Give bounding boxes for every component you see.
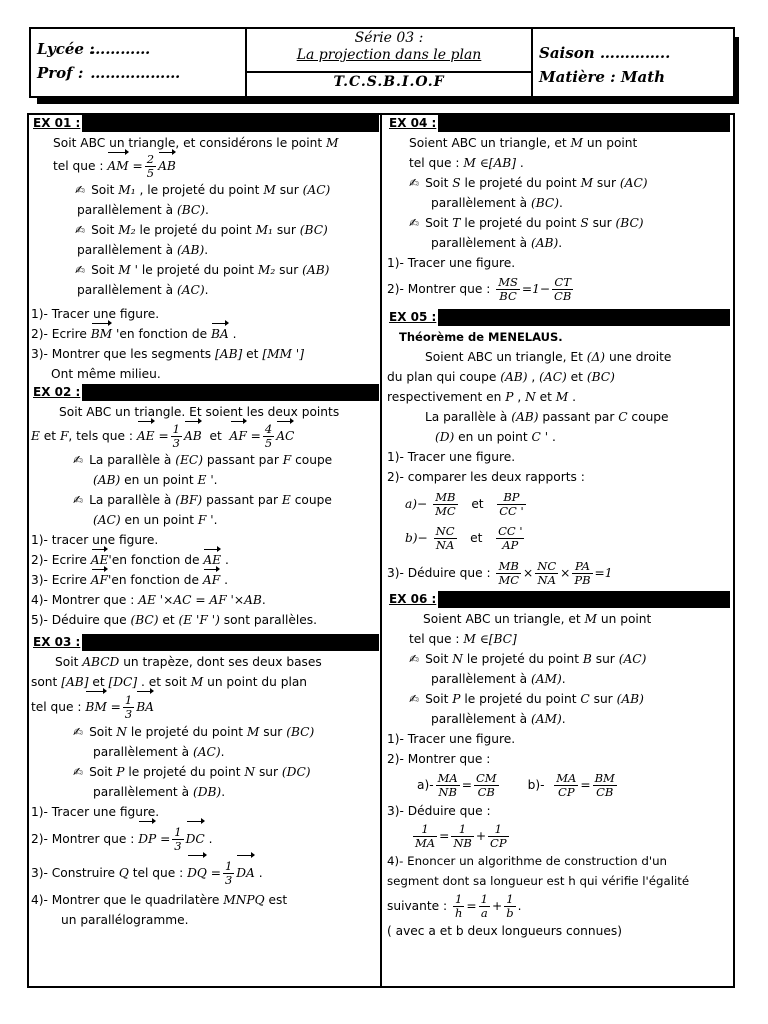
ex03-label: EX 03 : (33, 635, 81, 649)
ex03-q4: 4)- Montrer que le quadrilatère MNPQ est (31, 893, 288, 907)
list-item: ✍ Soit N le projeté du point B sur (AC) (409, 652, 647, 666)
list-item: ✍ Soit T le projeté du point S sur (BC) (409, 216, 644, 230)
ex06-q1: 1)- Tracer une figure. (387, 732, 516, 746)
fraction: $\frac{1}{3}$ (172, 422, 180, 450)
fraction: $\frac{2}{5}$ (146, 152, 155, 180)
ex04-intro: Soient ABC un triangle, et M un point (409, 136, 638, 150)
ex02-q3: 3)- Ecrire AF'en fonction de AF . (31, 570, 379, 590)
fraction: $\frac{BM}{CB}$ (594, 771, 615, 799)
ex06-q4: 4)- Enoncer un algorithme de construction d'un (387, 854, 668, 868)
pencil-icon: ✍ (73, 493, 84, 507)
fraction: $\frac{1}{3}$ (174, 825, 182, 853)
fraction: $\frac{MA}{NB}$ (437, 771, 458, 799)
pencil-icon: ✍ (73, 453, 84, 467)
ex01-q2: 2)- Ecrire BM 'en fonction de BA . (31, 324, 379, 344)
header-box (29, 27, 735, 98)
ex05-q1: 1)- Tracer une figure. (387, 450, 516, 464)
fraction: $\frac{1}{MA}$ (415, 822, 436, 850)
fraction: $\frac{1}{h}$ (455, 892, 463, 920)
pencil-icon: ✍ (75, 263, 86, 277)
list-item: ✍ Soit M₂ le projeté du point M₁ sur (BC) (75, 223, 328, 237)
ex02-q5: 5)- Déduire que (BC) et (E 'F ') sont parallèles. (31, 613, 317, 627)
ex03-intro: Soit ABCD un trapèze, dont ses deux bases (55, 655, 322, 669)
list-item: ✍ Soit P le projeté du point N sur (DC) (73, 765, 311, 779)
ex05-header (387, 309, 730, 326)
fraction: $\frac{1}{b}$ (506, 892, 514, 920)
saison-value: ………….. (599, 44, 671, 62)
list-item: ✍ Soit N le projeté du point M sur (BC) (73, 725, 315, 739)
list-item: ✍ Soit M₁ , le projeté du point M sur (AC) (75, 183, 331, 197)
header-middle (247, 29, 533, 96)
ex02-q1: 1)- tracer une figure. (31, 533, 159, 547)
ex02-q2: 2)- Ecrire AE'en fonction de AE . (31, 550, 379, 570)
lycee-label: Lycée : (37, 40, 95, 58)
ex05-q2: 2)- comparer les deux rapports : (387, 470, 585, 484)
ex02-label: EX 02 : (33, 385, 81, 399)
ex05-label: EX 05 : (389, 310, 437, 324)
ex06-q3: 3)- Déduire que : (387, 804, 491, 818)
ex04-q2: 2)- Montrer que : $\frac{MS}{BC}$ =1− $\frac{CT}{CB}$ (387, 275, 572, 303)
fraction: $\frac{4}{5}$ (264, 422, 273, 450)
header-right (533, 29, 733, 96)
list-item: ✍ Soit P le projeté du point C sur (AB) (409, 692, 644, 706)
pencil-icon: ✍ (73, 725, 84, 739)
prof-value: ……………… (90, 64, 181, 82)
pencil-icon: ✍ (409, 692, 420, 706)
vector-ab: AB (158, 153, 176, 179)
fraction: $\frac{1}{3}$ (224, 859, 233, 887)
fraction: $\frac{CM}{CB}$ (475, 771, 497, 799)
worksheet-title: La projection dans le plan (296, 47, 482, 63)
ex01-label: EX 01 : (33, 116, 81, 130)
saison-label: Saison (539, 44, 595, 62)
fraction: $\frac{CC '}{AP}$ (498, 524, 523, 552)
ex02-header (31, 384, 379, 401)
pencil-icon: ✍ (409, 176, 420, 190)
fraction: $\frac{MS}{BC}$ (498, 275, 518, 303)
ex05-q3: 3)- Déduire que : $\frac{MB}{MC}$ × $\frac{NC}{NA}$ × $\frac{PA}{PB}$ =1 (387, 559, 613, 587)
ex06-intro: Soient ABC un triangle, et M un point (423, 612, 652, 626)
ex03-header (31, 634, 379, 651)
fraction: $\frac{1}{3}$ (124, 693, 133, 721)
header-left (31, 29, 247, 96)
ex06-q2: 2)- Montrer que : (387, 752, 491, 766)
fraction: $\frac{1}{a}$ (480, 892, 488, 920)
fraction: $\frac{MB}{MC}$ (435, 490, 456, 518)
ex03-q3: 3)- Construire Q tel que : DQ = $\frac{1}{3}$ DA . (31, 856, 379, 890)
ex01-intro: Soit ABC un triangle, et considérons le point (53, 136, 323, 150)
vector-am: AM (107, 153, 128, 179)
fraction: $\frac{NC}{NA}$ (537, 559, 557, 587)
right-column: EX 04 : Soient ABC un triangle, et M un point tel que : M ∈[AB] . ✍ Soit S le projeté du point M sur (AC) parallèlement à (BC). ✍ Soit T le projeté du point S sur (BC) parallèlement à (AB). 1)- Tracer une figure. 2)- Montrer que : $\frac{MS}{BC}$ =1− $\frac{CT}{CB}$ EX 05 : Théorème de MENELAUS. Soient ABC un triangle, Et (Δ) une droite du plan qui coupe (AB) , (AC) et (BC) respectivement en P , N et M . La parallèle à (AB) passant par C coupe (D) en un point C ' . 1)- Tracer une figure. 2)- comparer les deux rapports : a)− $\frac{MB}{MC}$ et $\frac{BP}{CC '}$ b)− $\frac{NC}{NA}$ et $\frac{CC '}{AP}$ 3)- Déduire que : $\frac{MB}{MC}$ × $\frac{NC}{NA}$ × $\frac{PA}{PB}$ =1 EX 06 : Soient ABC un triangle, et M un point tel que : M ∈[BC] ✍ Soit N le projeté du point B sur (AC) parallèlement à (AM). ✍ Soit P le projeté du point C sur (AB) parallèlement à (AM). 1)- Tracer une figure. 2)- Montrer que : a)- $\frac{MA}{NB}$ = $\frac{CM}{CB}$ b)- $\frac{MA}{CP}$ = $\frac{BM}{CB}$ 3)- Déduire que : $\frac{1}{MA}$ = $\frac{1}{NB}$ + $\frac{1}{CP}$ 4)- Enoncer un algorithme de construction d'un segment dont sa longueur est h qui vérifie l'égalité suivante : $\frac{1}{h}$ = $\frac{1}{a}$ + $\frac{1}{b}$ . ( avec a et b deux longueurs connues) (387, 115, 730, 941)
ex06-header (387, 591, 730, 608)
fraction: $\frac{BP}{CC '}$ (499, 490, 524, 518)
pencil-icon: ✍ (409, 652, 420, 666)
ex01-header (31, 115, 379, 132)
lycee-value: ………… (90, 40, 151, 58)
ex04-q1: 1)- Tracer une figure. (387, 256, 516, 270)
fraction: $\frac{MB}{MC}$ (498, 559, 520, 587)
list-item: ✍ Soit M ' le projeté du point M₂ sur (AB) (75, 263, 330, 277)
ex04-label: EX 04 : (389, 116, 437, 130)
ex01-q3: 3)- Montrer que les segments [AB] et [MM '] (31, 347, 305, 361)
ex04-header (387, 115, 730, 132)
pencil-icon: ✍ (73, 765, 84, 779)
ex06-note: ( avec a et b deux longueurs connues) (387, 924, 622, 938)
ex03-q1: 1)- Tracer une figure. (31, 805, 160, 819)
ex03-q2: 2)- Montrer que : DP = $\frac{1}{3}$ DC . (31, 822, 379, 856)
theorem-title: Théorème de MENELAUS. (399, 330, 563, 344)
ex02-q4: 4)- Montrer que : AE '×AC = AF '×AB. (31, 593, 266, 607)
pencil-icon: ✍ (75, 183, 86, 197)
column-divider (380, 113, 382, 988)
ex02-intro: Soit ABC un triangle. Et soient les deux points (59, 405, 340, 419)
fraction: $\frac{CT}{CB}$ (554, 275, 572, 303)
header-divider (247, 71, 531, 73)
left-column: EX 01 : Soit ABC un triangle, et considérons le point M tel que : AM = $\frac{2}{5}$ AB ✍ Soit M₁ , le projeté du point M sur (AC) parallèlement à (BC). ✍ Soit M₂ le projeté du point M₁ sur (BC) parallèlement à (AB). ✍ Soit M ' le projeté du point M₂ sur (AB) parallèlement à (AC). 1)- Tracer une figure. 2)- Ecrire BM 'en fonction de BA . 3)- Montrer que les segments [AB] et [MM '] Ont même milieu. EX 02 : Soit ABC un triangle. Et soient les deux points E et F, tels que : AE = $\frac{1}{3}$ AB et AF = $\frac{4}{5}$ AC ✍ La parallèle à (EC) passant par F coupe (AB) en un point E '. ✍ La parallèle à (BF) passant par E coupe (AC) en un point F '. 1)- tracer une figure. 2)- Ecrire AE'en fonction de AE . 3)- Ecrire AF'en fonction de AF . 4)- Montrer que : AE '×AC = AF '×AB. 5)- Déduire que (BC) et (E 'F ') sont parallèles. EX 03 : Soit ABCD un trapèze, dont ses deux bases sont [AB] et [DC] . et soit M un point du plan tel que : BM = $\frac{1}{3}$ BA ✍ Soit N le projeté du point M sur (BC) parallèlement à (AC). ✍ Soit P le projeté du point N sur (DC) parallèlement à (DB). 1)- Tracer une figure. 2)- Montrer que : DP = $\frac{1}{3}$ DC . 3)- Construire Q tel que : DQ = $\frac{1}{3}$ DA . 4)- Montrer que le quadrilatère MNPQ est un parallélogramme. (31, 115, 379, 930)
list-item: ✍ La parallèle à (EC) passant par F coupe (73, 453, 333, 467)
fraction: $\frac{PA}{PB}$ (574, 559, 591, 587)
serie-number: Série 03 : (354, 30, 424, 46)
prof-label: Prof : (37, 64, 84, 82)
list-item: ✍ Soit S le projeté du point M sur (AC) (409, 176, 648, 190)
pencil-icon: ✍ (409, 216, 420, 230)
list-item: ✍ La parallèle à (BF) passant par E coupe (73, 493, 332, 507)
matiere: Matière : Math (539, 68, 666, 86)
fraction: $\frac{1}{CP}$ (490, 822, 507, 850)
class-level: T.C.S.B.I.O.F (333, 74, 445, 90)
fraction: $\frac{MA}{CP}$ (556, 771, 577, 799)
ex06-label: EX 06 : (389, 592, 437, 606)
fraction: $\frac{1}{NB}$ (453, 822, 472, 850)
ex01-q1: 1)- Tracer une figure. (31, 307, 160, 321)
fraction: $\frac{NC}{NA}$ (435, 524, 455, 552)
pencil-icon: ✍ (75, 223, 86, 237)
